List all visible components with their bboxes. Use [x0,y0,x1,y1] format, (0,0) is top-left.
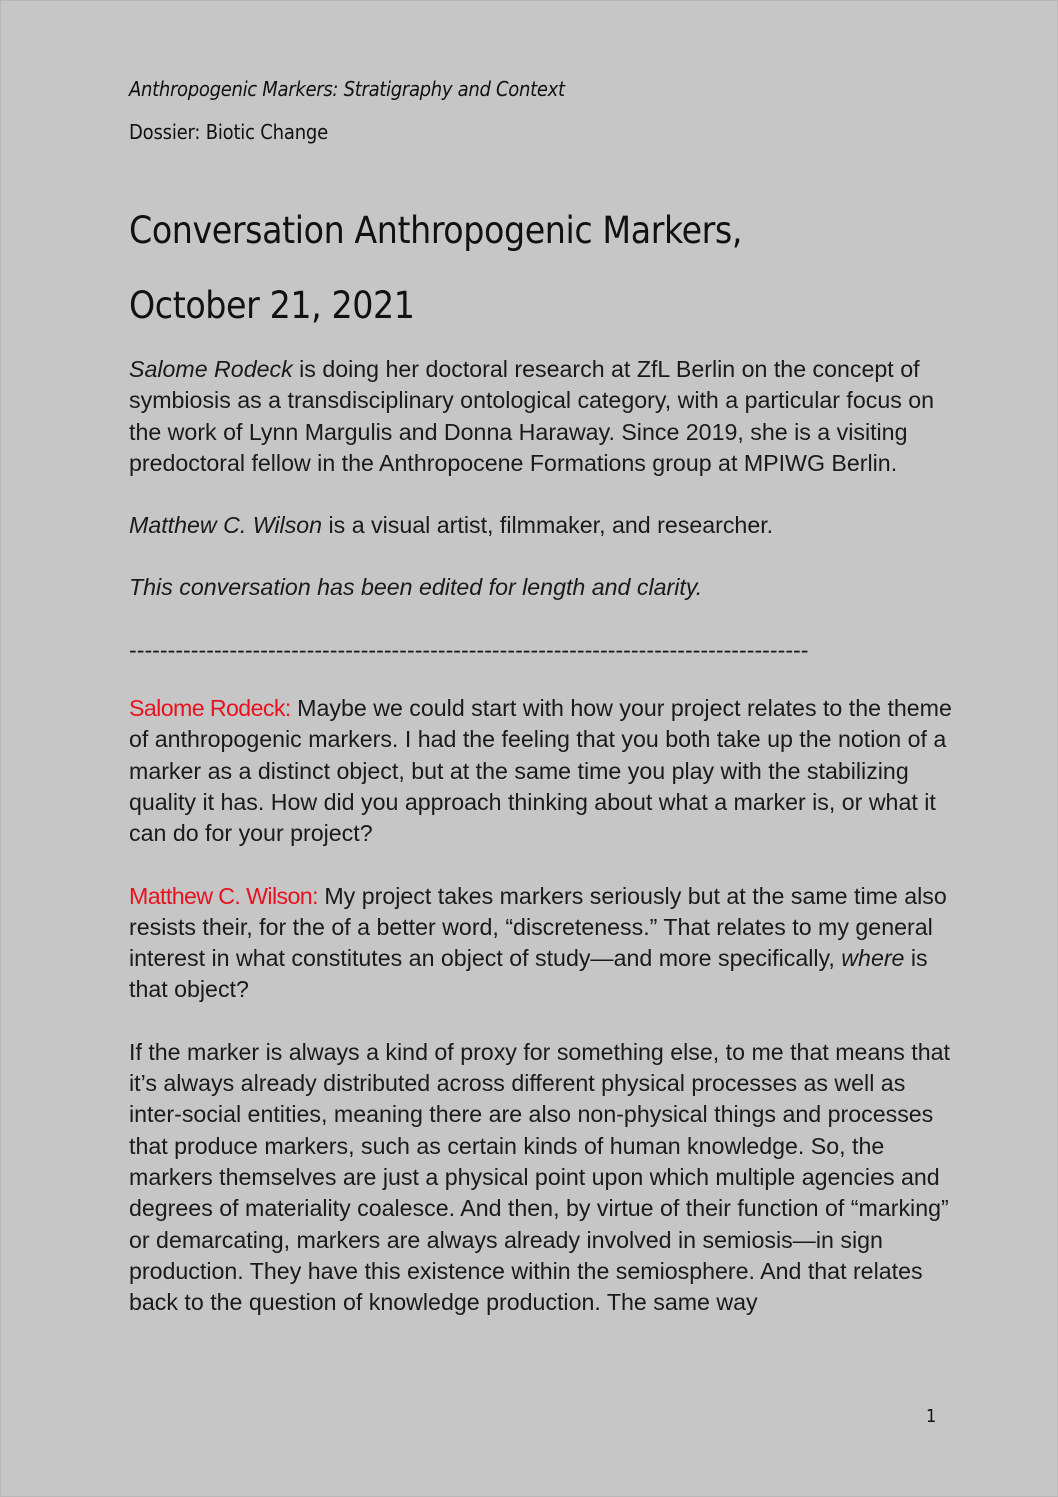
question-1 [129,693,959,849]
series-title: Anthropogenic Markers: Stratigraphy and Context [129,77,565,101]
bio-rodeck [129,354,959,479]
answer-1-text-b: is that object? [129,945,928,1003]
answer-1-paragraph-2: If the marker is always a kind of proxy for something else, to me that means that it’s always already distributed across different physical processes as well as inter-social entities, meaning there are also non-physical things and processes that produce markers, such as certain kinds of human knowledge. So, the markers themselves are just a physical point upon which multiple agencies and degrees of materiality coalesce. And then, by virtue of their function of “marking” or demarcating, markers are always already involved in semiosis—in sign production. They have this existence within the semiosphere. And that relates back to the question of knowledge production. The same way [129,1038,950,1316]
speaker-label-wilson: Matthew C. Wilson: [129,882,318,909]
bio-wilson-text: is a visual artist, filmmaker, and researcher. [322,512,774,539]
dashed-divider: ---------------------------------------------------------------------------------------- [129,636,809,663]
answer-1-emphasis: where [841,945,905,972]
page-number: 1 [926,1406,937,1427]
title-line-2: October 21, 2021 [129,284,415,327]
title-line-1: Conversation Anthropogenic Markers, [129,209,743,252]
answer-1-text-a: My project takes markers seriously but at the same time also resists their, for the of a better word, “discreteness.” That relates to my general interest in what constitutes an object of study—and more specifically, [129,882,947,972]
question-1-text: Maybe we could start with how your project relates to the theme of anthropogenic markers. I had the feeling that you both take up the notion of a marker as a distinct object, but at the same time you play with the stabilizing quality it has. How did you approach thinking about what a marker is, or what it can do for your project? [129,695,952,847]
page-title [129,193,949,343]
bio-wilson-name: Matthew C. Wilson [129,512,323,539]
article-body [129,354,959,1318]
edit-note: This conversation has been edited for length and clarity. [129,574,703,601]
dossier-label: Dossier: Biotic Change [129,120,329,144]
bio-wilson [129,510,959,541]
speaker-label-rodeck: Salome Rodeck: [129,695,291,722]
bio-rodeck-name: Salome Rodeck [129,356,293,382]
bio-rodeck-text: is doing her doctoral research at ZfL Berlin on the concept of symbiosis as a transdisciplinary ontological category, with a particular focus on the work of Lynn Margulis and Donna Haraway. Since 2019, she is a visiting predoctoral fellow in the Anthropocene Formations group at MPIWG Berlin. [129,356,935,476]
answer-1 [129,881,959,1006]
